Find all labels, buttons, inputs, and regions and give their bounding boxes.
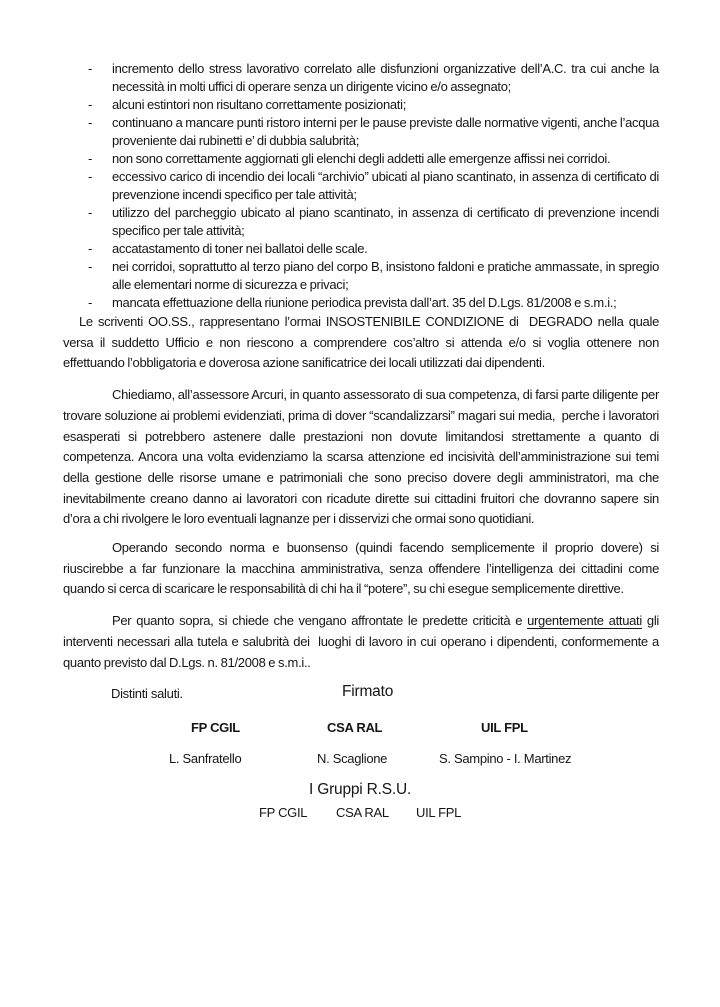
paragraph-text: gli interventi necessari alla tutela e salubrità dei luoghi di lavoro in cui operano i dipendenti, conformemente a quanto previsto dal D.Lgs. n. 81/2008 e s.m.i..	[63, 613, 660, 670]
paragraph-chiediamo: Chiediamo, all’assessore Arcuri, in quanto assessorato di sua competenza, di farsi parte diligente per trovare soluzione ai problemi evidenziati, prima di dover “scandalizzarsi” magari sui media, perche i lavoratori esasperati si potrebbero astenere dalle prestazioni non dovute limitandosi strettamente a quanto di competenza. Ancora una volta evidenziamo la scarsa attenzione ed incisività dell’amministrazione sui temi della gestione delle risorse umane e patrimoniali che sono preciso dovere degli amministratori, ma che inevitabilmente creano danno ai lavoratori con ricadute dirette sui cittadini fruitori che dovranno sapere sin d’ora a chi rivolgere le loro eventuali lagnanze per i disservizi che ormai sono quotidiani.	[63, 387, 659, 527]
list-item-text: alcuni estintori non risultano correttamente posizionati;	[112, 97, 407, 112]
list-item	[88, 204, 659, 240]
list-item	[88, 60, 659, 96]
list-item-text: continuano a mancare punti ristoro interni per le pause previste dalle normative vigenti, anche l’acqua proveniente dai rubinetti e’ di dubbia salubrità;	[112, 115, 659, 148]
list-item-text: accatastamento di toner nei ballatoi delle scale.	[112, 241, 368, 256]
list-item-text: utilizzo del parcheggio ubicato al piano scantinato, in assenza di certificato di prevenzione incendi specifico per tale attività;	[112, 205, 659, 238]
list-item	[88, 114, 659, 150]
paragraph-per-quanto	[63, 611, 659, 673]
union-name: CSA RAL	[336, 805, 389, 821]
groups-unions-row	[63, 805, 659, 825]
list-item-text: non sono correttamente aggiornati gli elenchi degli addetti alle emergenze affissi nei corridoi.	[112, 151, 611, 166]
closing-salutation: Distinti saluti.	[111, 686, 183, 702]
list-item-text: eccessivo carico di incendio dei locali “archivio” ubicati al piano scantinato, in assenza di certificato di prevenzione incendi specifico per tale attività;	[112, 169, 659, 202]
signatory-name: S. Sampino - I. Martinez	[439, 751, 572, 767]
groups-title-row	[63, 781, 659, 804]
list-item-text: incremento dello stress lavorativo correlato alle disfunzioni organizzative dell’A.C. tra cui anche la necessità in molti uffici di operare senza un dirigente vicino e/o assegnato;	[112, 61, 659, 94]
paragraph-text: Per quanto sopra, si chiede che vengano affrontate le predette criticità e	[112, 613, 528, 629]
dash-bullet: -	[88, 97, 93, 112]
dash-bullet: -	[88, 259, 93, 274]
list-item	[88, 168, 659, 204]
groups-title: I Gruppi R.S.U.	[309, 781, 412, 799]
list-item	[88, 150, 659, 168]
list-item-text: mancata effettuazione della riunione periodica prevista dall’art. 35 del D.Lgs. 81/2008 e s.m.i.;	[112, 295, 617, 310]
underlined-text: urgentemente attuati	[527, 613, 642, 629]
list-item	[88, 294, 659, 312]
paragraph-operando: Operando secondo norma e buonsenso (quindi facendo semplicemente il proprio dovere) si riuscirebbe a far funzionare la macchina amministrativa, senza offendere l’intelligenza dei cittadini come quando si cerca di scaricare le responsabilità di chi ha il “potere”, su chi esegue semplicemente direttive.	[63, 540, 659, 597]
union-name: UIL FPL	[481, 720, 528, 736]
signature-closing-row	[63, 683, 659, 705]
dash-bullet: -	[88, 151, 93, 166]
union-name: UIL FPL	[416, 805, 462, 821]
signature-unions-row	[63, 720, 659, 740]
dash-bullet: -	[88, 115, 93, 130]
signature-names-row	[63, 751, 659, 771]
dash-bullet: -	[88, 295, 93, 310]
union-name: FP CGIL	[259, 805, 308, 821]
list-item	[88, 258, 659, 294]
union-name: CSA RAL	[327, 720, 383, 736]
dash-bullet: -	[88, 169, 93, 184]
list-item-text: nei corridoi, soprattutto al terzo piano del corpo B, insistono faldoni e pratiche ammassate, in spregio alle elementari norme di sicurezza e privaci;	[112, 259, 659, 292]
list-item	[88, 240, 659, 258]
signatory-name: L. Sanfratello	[169, 751, 242, 767]
paragraph-oo-ss: Le scriventi OO.SS., rappresentano l’ormai INSOSTENIBILE CONDIZIONE di DEGRADO nella quale versa il suddetto Ufficio e non riescono a comprendere cos’altro si attenda e/o si voglia ottenere non effettuando l’obbligatoria e doverosa azione sanificatrice dei locali utilizzati dai dipendenti.	[63, 314, 659, 371]
list-item	[88, 96, 659, 114]
signed-label: Firmato	[342, 683, 394, 701]
dash-bullet: -	[88, 205, 93, 220]
issues-list	[63, 60, 659, 312]
document-content	[63, 60, 659, 825]
signatory-name: N. Scaglione	[317, 751, 388, 767]
union-name: FP CGIL	[191, 720, 240, 736]
dash-bullet: -	[88, 61, 93, 76]
dash-bullet: -	[88, 241, 93, 256]
